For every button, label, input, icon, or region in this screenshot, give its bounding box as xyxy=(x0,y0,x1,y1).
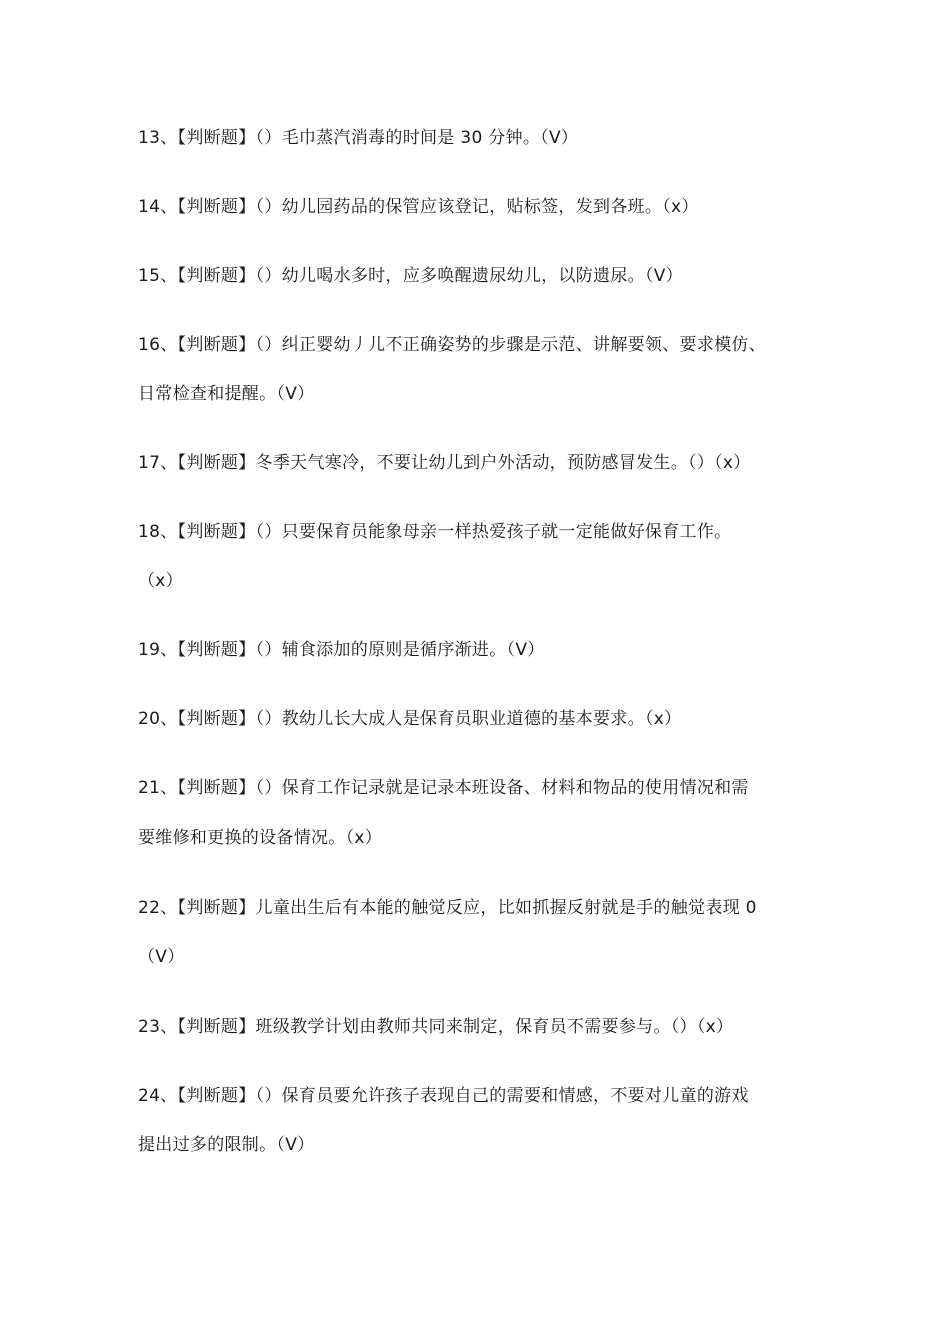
question-22: 22、【判断题】儿童出生后有本能的触觉反应，比如抓握反射就是手的触觉表现 0 xyxy=(138,898,757,918)
question-24: 24、【判断题】（）保育员要允许孩子表现自己的需要和情感，不要对儿童的游戏 xyxy=(138,1086,749,1106)
question-18-continued: （x） xyxy=(138,571,183,591)
question-22-continued: （V） xyxy=(138,947,185,967)
question-24-continued: 提出过多的限制。（V） xyxy=(138,1135,315,1155)
question-17: 17、【判断题】冬季天气寒冷，不要让幼儿到户外活动，预防感冒发生。（）（x） xyxy=(138,453,751,473)
question-16: 16、【判断题】（）纠正婴幼丿儿不正确姿势的步骤是示范、讲解要领、要求模仿、 xyxy=(138,335,767,355)
question-13: 13、【判断题】（）毛巾蒸汽消毒的时间是 30 分钟。（V） xyxy=(138,128,579,148)
question-16-continued: 日常检查和提醒。（V） xyxy=(138,384,315,404)
question-21-continued: 要维修和更换的设备情况。（x） xyxy=(138,828,383,848)
question-14: 14、【判断题】（）幼儿园药品的保管应该登记，贴标签，发到各班。（x） xyxy=(138,197,699,217)
question-19: 19、【判断题】（）辅食添加的原则是循序渐进。（V） xyxy=(138,640,545,660)
question-20: 20、【判断题】（）教幼儿长大成人是保育员职业道德的基本要求。（x） xyxy=(138,709,682,729)
question-21: 21、【判断题】（）保育工作记录就是记录本班设备、材料和物品的使用情况和需 xyxy=(138,778,749,798)
question-18: 18、【判断题】（）只要保育员能象母亲一样热爱孩子就一定能做好保育工作。 xyxy=(138,522,732,542)
question-23: 23、【判断题】班级教学计划由教师共同来制定，保育员不需要参与。（）（x） xyxy=(138,1017,734,1037)
question-15: 15、【判断题】（）幼儿喝水多时，应多唤醒遗尿幼儿，以防遗尿。（V） xyxy=(138,266,683,286)
